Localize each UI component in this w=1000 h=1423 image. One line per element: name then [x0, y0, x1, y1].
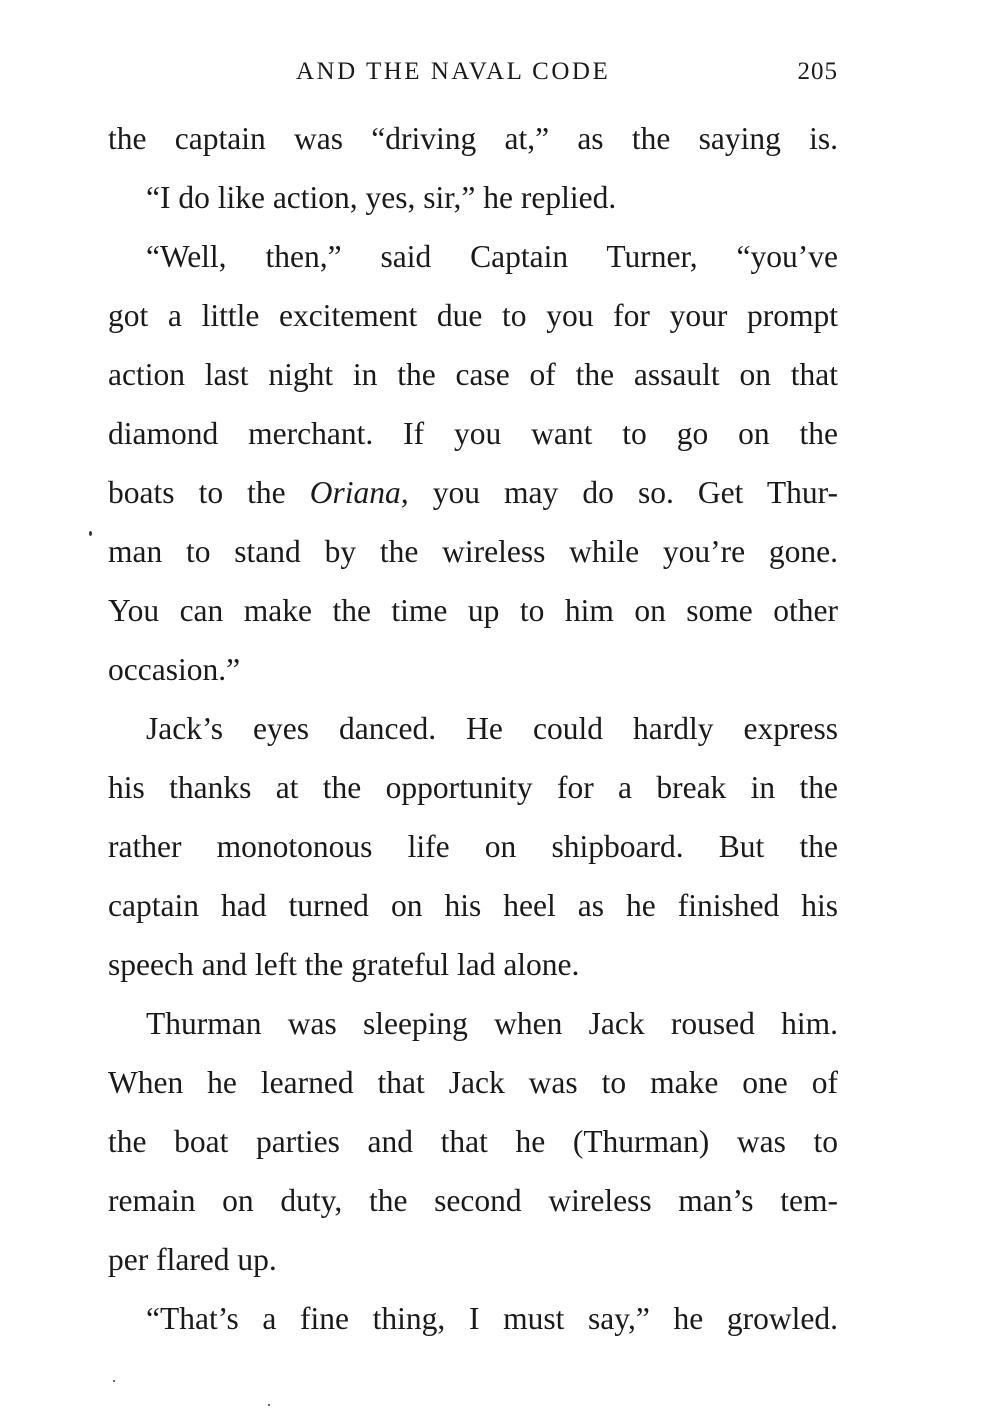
- text-line: [108, 463, 838, 522]
- text-line: “Well, then,” said Captain Turner, “you’ve: [146, 239, 838, 274]
- scan-speck: [89, 531, 92, 536]
- text-segment: you may do so. Get Thur-: [408, 475, 838, 510]
- text-line: Jack’s eyes danced. He could hardly express: [146, 711, 838, 746]
- ship-name: Oriana,: [309, 475, 409, 510]
- scan-speck: [113, 1380, 115, 1382]
- text-line: action last night in the case of the assault on that: [108, 357, 838, 392]
- text-line: diamond merchant. If you want to go on the: [108, 416, 838, 451]
- page-number: 205: [797, 58, 838, 85]
- running-title: AND THE NAVAL CODE: [296, 58, 611, 85]
- text-line: You can make the time up to him on some other: [108, 593, 838, 628]
- text-line: the boat parties and that he (Thurman) was to: [108, 1124, 838, 1159]
- text-line: When he learned that Jack was to make one of: [108, 1065, 838, 1100]
- text-line: rather monotonous life on shipboard. But the: [108, 829, 838, 864]
- scan-speck: [268, 1404, 270, 1406]
- text-line: captain had turned on his heel as he finished his: [108, 888, 838, 923]
- text-line: per flared up.: [108, 1242, 277, 1277]
- text-line: got a little excitement due to you for your prompt: [108, 298, 838, 333]
- text-line: man to stand by the wireless while you’re gone.: [108, 534, 838, 569]
- text-line: remain on duty, the second wireless man’s tem-: [108, 1183, 838, 1218]
- text-line: “I do like action, yes, sir,” he replied.: [146, 180, 617, 215]
- text-line: his thanks at the opportunity for a break in the: [108, 770, 838, 805]
- text-line: the captain was “driving at,” as the saying is.: [108, 121, 838, 156]
- text-line: occasion.”: [108, 652, 241, 687]
- text-segment: boats to the: [108, 475, 310, 510]
- text-line: Thurman was sleeping when Jack roused him.: [146, 1006, 838, 1041]
- body-text: [108, 109, 838, 1348]
- text-line: “That’s a fine thing, I must say,” he growled.: [146, 1301, 838, 1336]
- running-head: [108, 58, 838, 92]
- text-line: speech and left the grateful lad alone.: [108, 947, 580, 982]
